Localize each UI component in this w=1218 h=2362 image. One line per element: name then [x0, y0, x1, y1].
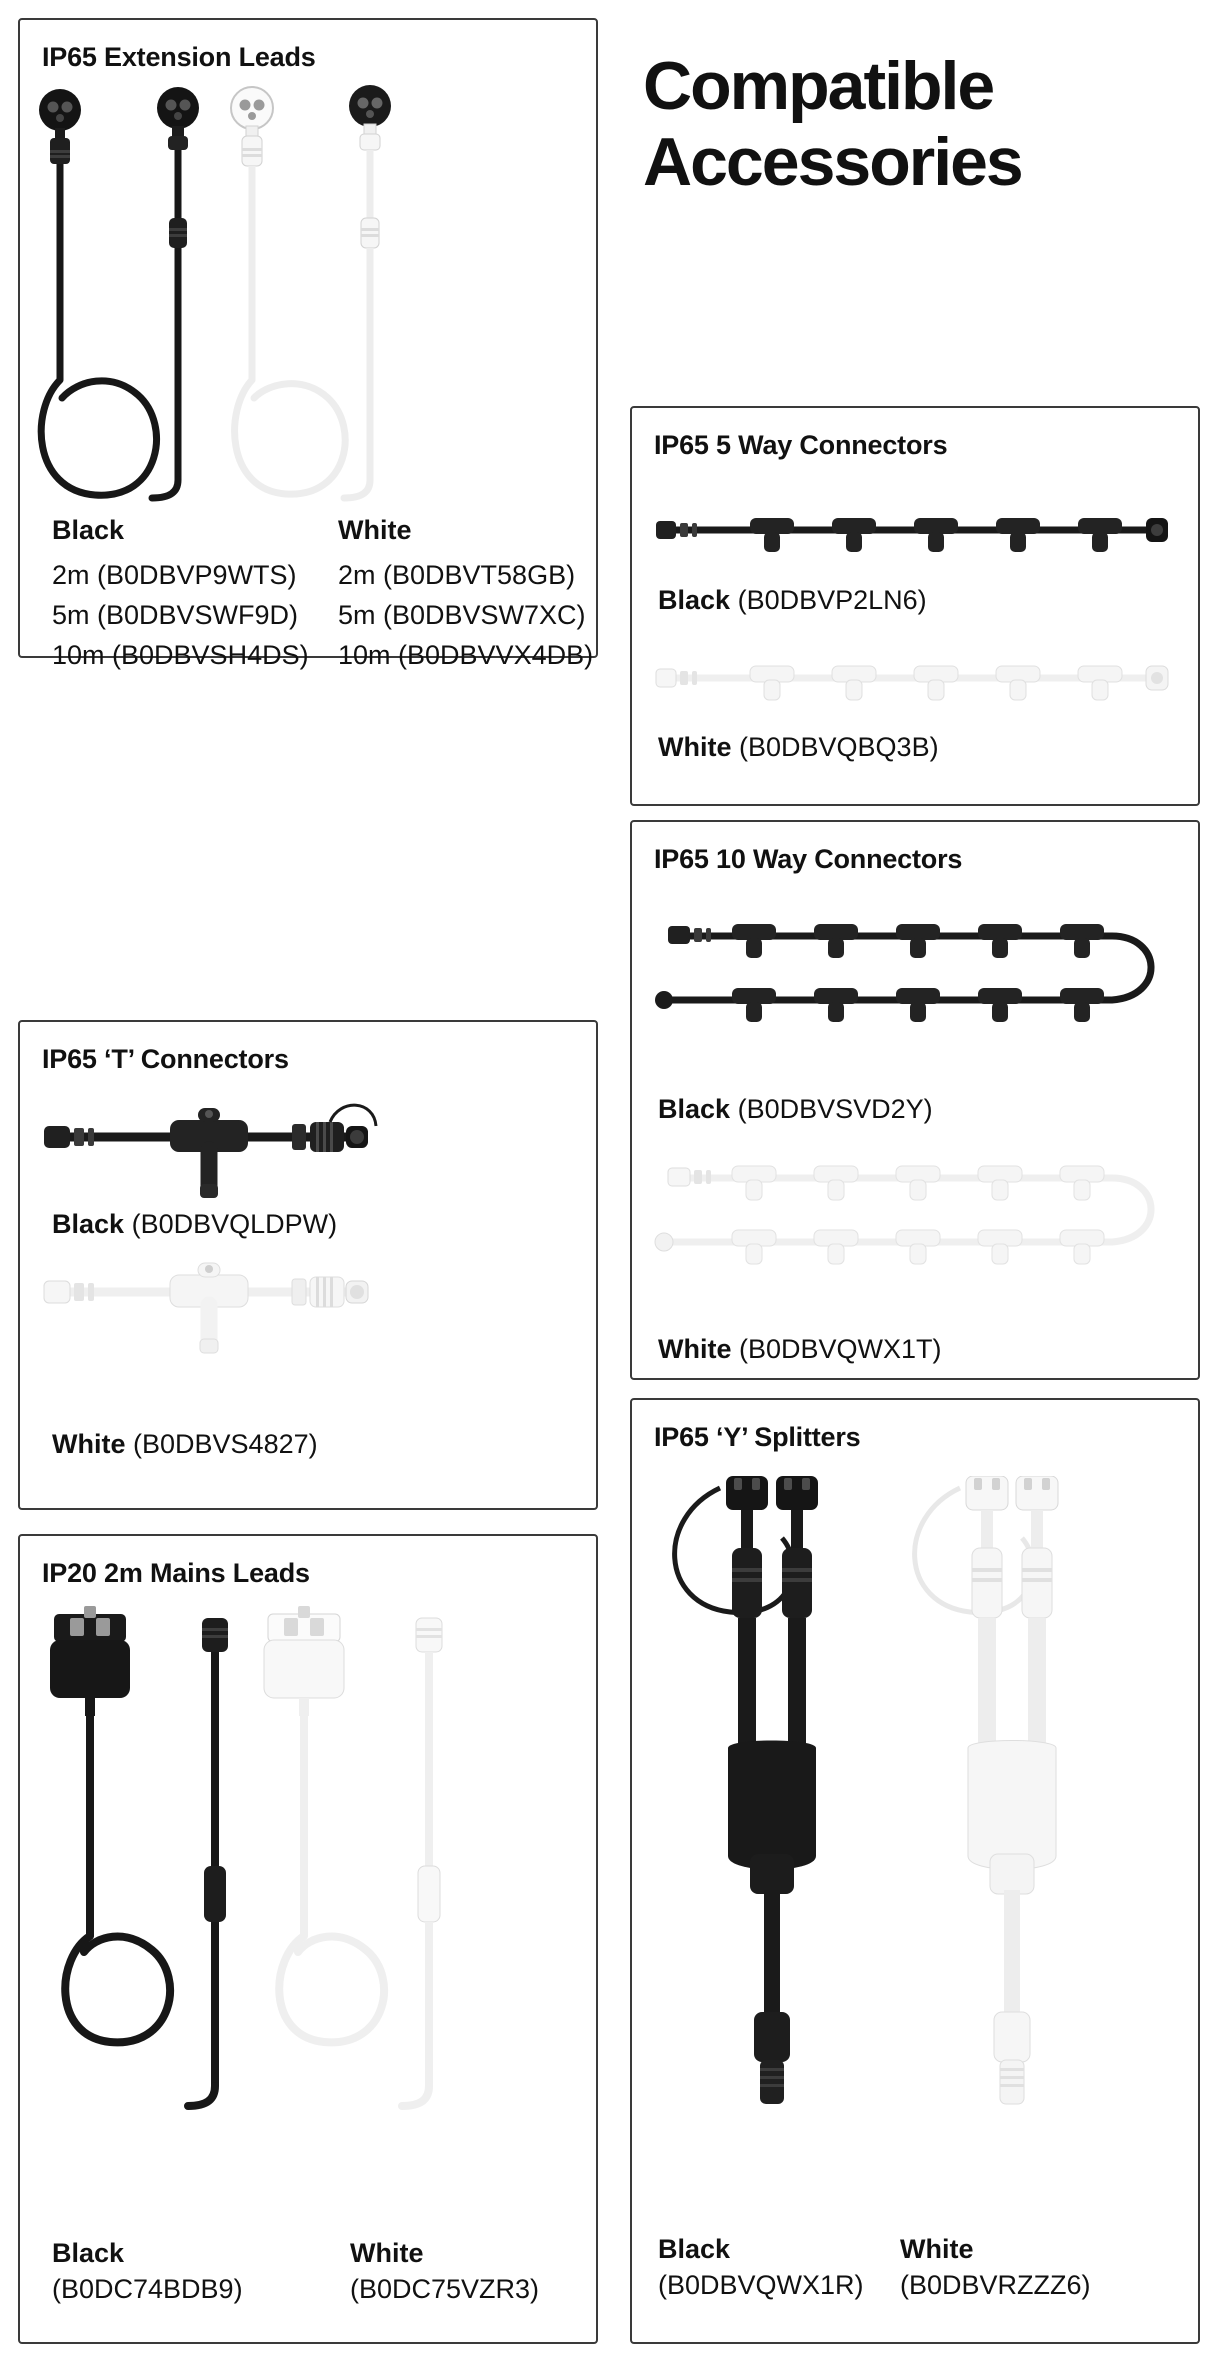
t-white-code: (B0DBVS4827) — [133, 1429, 318, 1459]
y-white-label: White — [900, 2234, 974, 2264]
five-way-black-illustration — [642, 490, 1192, 570]
t-white-label: White — [52, 1429, 126, 1459]
panel-10-way-connectors — [630, 820, 1200, 1380]
extension-white-item-1: 5m (B0DBVSW7XC) — [338, 600, 586, 630]
mains-black-label: Black — [52, 2238, 125, 2268]
page-title-line1: Compatible — [643, 48, 994, 124]
black-lead-left — [39, 89, 157, 495]
mains-black-caption — [52, 2236, 243, 2307]
t-connectors-illustration — [30, 1092, 590, 1422]
five-way-white-illustration — [642, 638, 1192, 718]
panel-mains-leads — [18, 1534, 598, 2344]
mains-lead-white-socket — [402, 1618, 442, 2106]
t-black-code: (B0DBVQLDPW) — [131, 1209, 338, 1239]
mains-black-code: (B0DC74BDB9) — [52, 2273, 243, 2304]
t-connector-black — [44, 1105, 376, 1198]
panel-extension-leads — [18, 18, 598, 670]
ten-way-black-label: Black — [658, 1094, 731, 1124]
y-splitters-svg — [642, 1476, 1192, 2176]
panel-title-mains-leads: IP20 2m Mains Leads — [42, 1558, 310, 1588]
ten-way-white-code: (B0DBVQWX1T) — [739, 1334, 942, 1364]
extension-leads-illustration — [20, 80, 596, 510]
t-connectors-svg — [30, 1092, 590, 1422]
white-lead-left — [231, 87, 345, 494]
y-black-code: (B0DBVQWX1R) — [658, 2269, 864, 2300]
panel-title-10-way: IP65 10 Way Connectors — [654, 844, 963, 874]
mains-white-code: (B0DC75VZR3) — [350, 2273, 540, 2304]
ten-way-black-illustration — [642, 900, 1192, 1080]
mains-lead-black — [50, 1606, 170, 2042]
ten-way-black-svg — [642, 900, 1192, 1080]
page-title — [643, 48, 1022, 200]
page-title-line2: Accessories — [643, 124, 1022, 201]
y-black-label: Black — [658, 2234, 731, 2264]
ten-way-white-illustration — [642, 1142, 1192, 1322]
extension-black-item-2: 10m (B0DBVSH4DS) — [52, 640, 309, 670]
ten-way-white-caption — [658, 1332, 942, 1368]
extension-white-heading: White — [338, 515, 412, 545]
five-way-white-label: White — [658, 732, 732, 762]
panel-5-way-connectors — [630, 406, 1200, 806]
panel-t-connectors — [18, 1020, 598, 1510]
five-way-white-caption — [658, 730, 939, 766]
y-white-code: (B0DBVRZZZ6) — [900, 2269, 1091, 2300]
extension-white-item-2: 10m (B0DBVVX4DB) — [338, 640, 594, 670]
five-way-white-code: (B0DBVQBQ3B) — [739, 732, 939, 762]
t-connector-white — [44, 1263, 368, 1353]
panel-title-t-connectors: IP65 ‘T’ Connectors — [42, 1044, 289, 1074]
mains-leads-illustration — [30, 1606, 590, 2216]
t-black-label: Black — [52, 1209, 125, 1239]
ten-way-white-svg — [642, 1142, 1192, 1322]
ten-way-white-label: White — [658, 1334, 732, 1364]
extension-black-item-1: 5m (B0DBVSWF9D) — [52, 600, 299, 630]
ten-way-black-code: (B0DBVSVD2Y) — [737, 1094, 933, 1124]
y-black-caption — [658, 2232, 864, 2303]
t-white-caption — [52, 1427, 318, 1463]
five-way-black-label: Black — [658, 585, 731, 615]
five-way-black-code: (B0DBVP2LN6) — [737, 585, 927, 615]
mains-white-label: White — [350, 2238, 424, 2268]
panel-title-extension-leads: IP65 Extension Leads — [42, 42, 316, 72]
y-white-caption — [900, 2232, 1091, 2303]
five-way-black-svg — [642, 490, 1192, 570]
t-black-caption — [52, 1207, 337, 1243]
extension-white-item-0: 2m (B0DBVT58GB) — [338, 560, 576, 590]
y-splitter-white — [915, 1476, 1058, 2104]
extension-black-heading: Black — [52, 515, 125, 545]
white-lead-right — [344, 85, 391, 498]
five-way-white-svg — [642, 638, 1192, 718]
panel-title-y-splitters: IP65 ‘Y’ Splitters — [654, 1422, 861, 1452]
mains-lead-white — [264, 1606, 384, 2042]
mains-leads-svg — [30, 1606, 590, 2216]
y-splitter-black — [675, 1476, 818, 2104]
panel-y-splitters — [630, 1398, 1200, 2344]
mains-white-caption — [350, 2236, 539, 2307]
extension-leads-svg — [20, 80, 596, 510]
y-splitters-illustration — [642, 1476, 1192, 2176]
five-way-black-caption — [658, 583, 927, 619]
extension-black-item-0: 2m (B0DBVP9WTS) — [52, 560, 297, 590]
mains-lead-black-socket — [188, 1618, 228, 2106]
ten-way-black-caption — [658, 1092, 933, 1128]
panel-title-5-way: IP65 5 Way Connectors — [654, 430, 948, 460]
